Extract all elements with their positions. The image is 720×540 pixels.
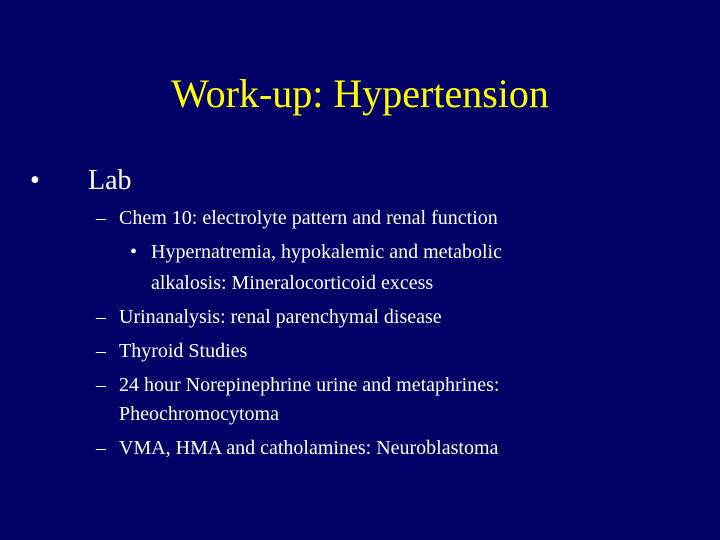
item-text: Pheochromocytoma: [119, 403, 279, 425]
bullet-icon: •: [130, 241, 138, 263]
item-text: Chem 10: electrolyte pattern and renal function: [119, 207, 498, 229]
dash-icon: –: [96, 340, 106, 362]
dash-icon: –: [96, 207, 106, 229]
bullet-text: Lab: [88, 165, 132, 196]
item-text: Thyroid Studies: [119, 340, 248, 362]
bullet-icon: •: [30, 165, 40, 196]
dash-icon: –: [96, 306, 106, 328]
item-text: 24 hour Norepinephrine urine and metaphrines:: [119, 374, 500, 396]
subitem-text: alkalosis: Mineralocorticoid excess: [151, 272, 434, 294]
slide-title: Work-up: Hypertension: [171, 71, 549, 116]
dash-icon: –: [96, 437, 106, 459]
item-text: VMA, HMA and catholamines: Neuroblastoma: [119, 437, 499, 459]
dash-icon: –: [96, 374, 106, 396]
item-text: Urinanalysis: renal parenchymal disease: [119, 306, 442, 328]
subitem-text: Hypernatremia, hypokalemic and metabolic: [151, 241, 502, 263]
